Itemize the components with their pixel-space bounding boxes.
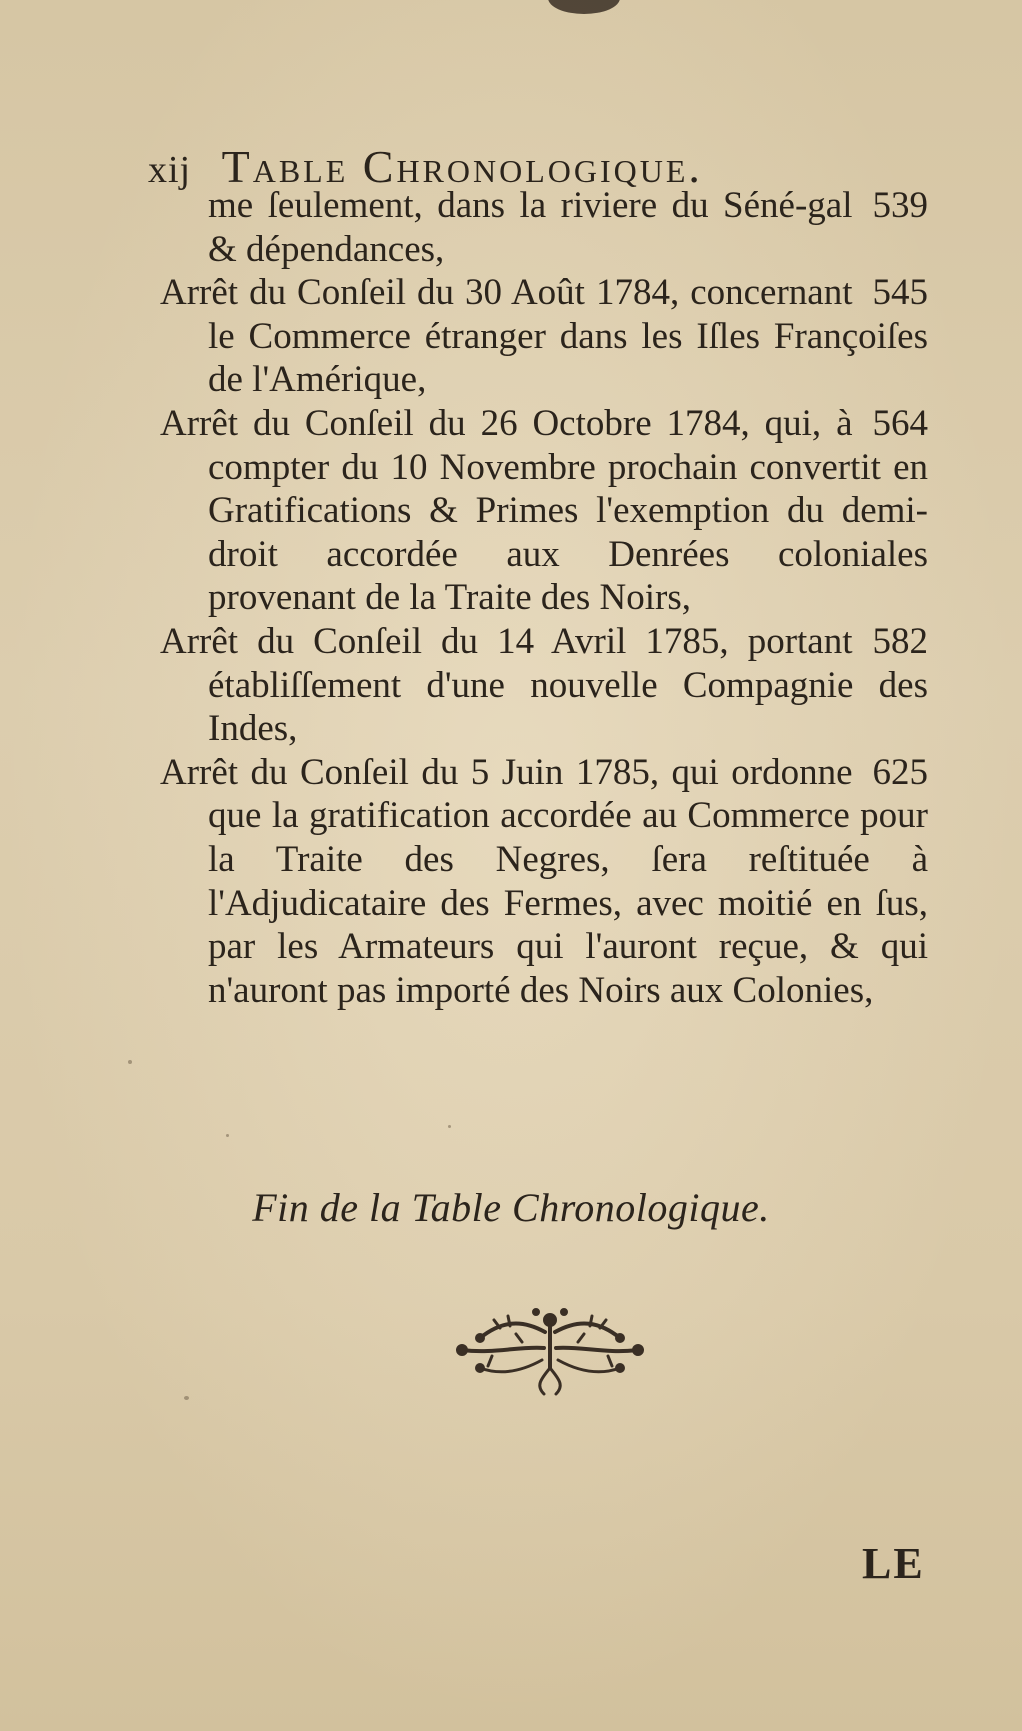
entry-page-number: 582 [872, 620, 928, 662]
entry-text: Arrêt du Conſeil du 5 Juin 1785, qui ordonne que la gratification accordée au Commerce pour la Traite des Negres, ſera reſtituée à l'Adjudicataire des Fermes, avec moitié en ſus, par les Armateurs qui l'auront reçue, & qui n'auront pas importé des Noirs aux Colonies, [160, 751, 928, 1011]
floral-ornament-icon [440, 1298, 660, 1398]
ink-blot [548, 0, 620, 14]
end-of-table-note: Fin de la Table Chronologique. [252, 1185, 770, 1230]
entry-page-number: 564 [872, 402, 928, 444]
table-entry [160, 271, 928, 402]
table-entry [160, 402, 928, 620]
paper-speck [448, 1125, 451, 1128]
page-number: xij [148, 149, 192, 191]
paper-speck [128, 1060, 132, 1064]
page-title: Table Chronologique. [221, 141, 703, 192]
entry-text: me ſeulement, dans la riviere du Séné-gal & dépendances, [208, 185, 853, 270]
table-entry [160, 751, 928, 1013]
entry-text: Arrêt du Conſeil du 26 Octobre 1784, qui, à compter du 10 Novembre prochain convertit en Gratifications & Primes l'exemption du demi-droit accordée aux Denrées coloniales provenant de la Traite des Noirs, [160, 402, 928, 619]
table-entry [160, 620, 928, 751]
table-entry [160, 184, 928, 271]
catchword: LE [862, 1539, 925, 1588]
entry-page-number: 545 [872, 272, 928, 314]
entry-page-number: 625 [872, 751, 928, 793]
entry-page-number: 539 [872, 185, 928, 226]
entry-text: Arrêt du Conſeil du 30 Août 1784, concernant le Commerce étranger dans les Iſles Françoiſes de l'Amérique, [160, 272, 928, 401]
paper-speck [226, 1134, 229, 1137]
paper-speck [184, 1396, 189, 1400]
table-entries [160, 184, 928, 1012]
entry-text: Arrêt du Conſeil du 14 Avril 1785, portant établiſſement d'une nouvelle Compagnie des Indes, [160, 620, 928, 750]
